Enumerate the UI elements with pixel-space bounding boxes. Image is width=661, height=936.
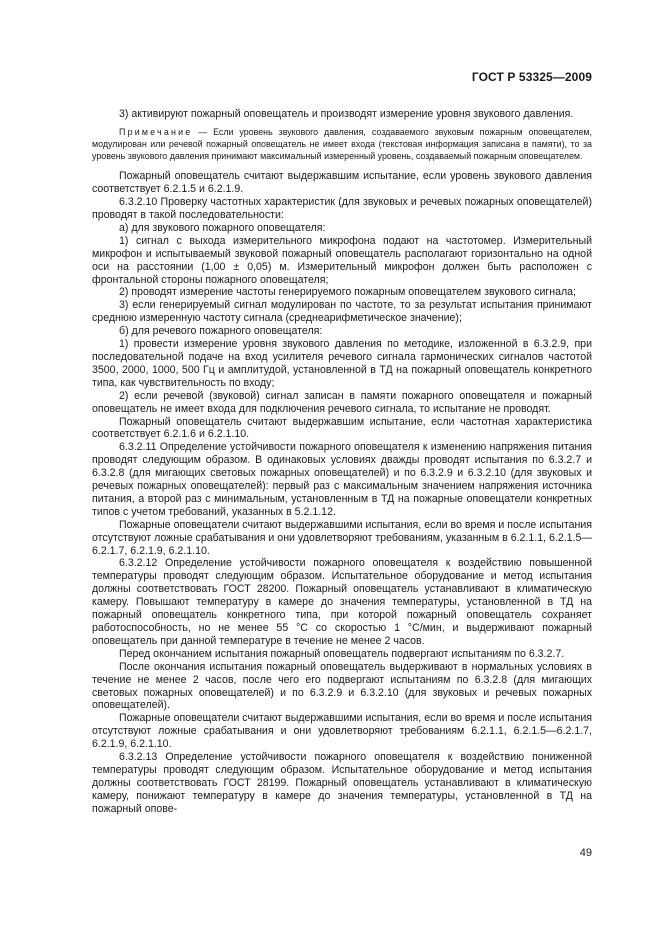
document-body (92, 108, 592, 816)
paragraph: 6.3.2.12 Определение устойчивости пожарного оповещателя к воздействию повышенной температуры проводят следующим образом. Испытательное оборудование и метод испытания должны соответствовать ГОСТ 28200. Пожарный оповещатель устанавливают в климатическую камеру. Повышают температуру в камере до значения температуры, установленной в ТД на пожарный оповещатель конкретного типа, при которой пожарный оповещатель сохраняет работоспособность, но не менее 55 °С со скоростью 1 °С/мин, и выдерживают пожарный оповещатель при данной температуре в течение не менее 2 часов. (92, 557, 592, 647)
paragraph: Перед окончанием испытания пожарный оповещатель подвергают испытаниям по 6.3.2.7. (119, 647, 565, 660)
note-paragraph (92, 127, 592, 162)
paragraph: б) для речевого пожарного оповещателя: (119, 325, 323, 338)
paragraph: Пожарный оповещатель считают выдержавшим испытание, если частотная характеристика соответствует 6.2.1.6 и 6.2.1.10. (92, 415, 592, 441)
paragraph: а) для звукового пожарного оповещателя: (119, 221, 326, 234)
paragraph: 3) активируют пожарный оповещатель и производят измерение уровня звукового давления. (119, 108, 574, 120)
page-number: 49 (579, 847, 592, 859)
paragraph: Пожарные оповещатели считают выдержавшими испытания, если во время и после испытания отсутствуют ложные срабатывания и они удовлетворяют требованиям 6.2.1.1, 6.2.1.5—6.2.1.7, 6.2.1.9, 6.2.1.10. (92, 712, 592, 751)
paragraph: 3) если генерируемый сигнал модулирован по частоте, то за результат испытания принимают среднюю измеренную частоту сигнала (среднеарифметическое значение); (92, 299, 592, 325)
paragraph: После окончания испытания пожарный оповещатель выдерживают в нормальных условиях в течение не менее 2 часов, после чего его подвергают испытаниям по 6.3.2.8 (для мигающих световых пожарных оповещателей) и по 6.3.2.9 и 6.3.2.10 (для звуковых и речевых пожарных оповещателей). (92, 660, 592, 712)
paragraph: 1) провести измерение уровня звукового давления по методике, изложенной в 6.3.2.9, при последовательной подаче на вход усилителя речевого сигнала гармонических сигналов частотой 3500, 2000, 1000, 500 Гц и амплитудой, установленной в ТД на пожарный оповещатель конкретного типа, как чувствительность по входу; (92, 338, 592, 389)
paragraph: 6.3.2.13 Определение устойчивости пожарного оповещателя к воздействию пониженной температуры проводят следующим образом. Испытательное оборудование и метод испытания должны соответствовать ГОСТ 28199. Пожарный оповещатель устанавливают в климатическую камеру, понижают температуру в камере до значения температуры, установленной в ТД на пожарный опове- (92, 751, 592, 815)
paragraph: 6.3.2.10 Проверку частотных характеристик (для звуковых и речевых пожарных оповещателей) проводят в такой последовательности: (92, 196, 592, 222)
paragraph: 2) если речевой (звуковой) сигнал записан в памяти пожарного оповещателя и пожарный оповещатель не имеет входа для подключения речевого сигнала, то испытание не проводят. (92, 389, 592, 415)
paragraph: 1) сигнал с выхода измерительного микрофона подают на частотомер. Измерительный микрофон и испытываемый звуковой пожарный оповещатель располагают горизонтально на одной оси на расстоянии (1,00 ± 0,05) м. Измерительный микрофон должен быть расположен с фронтальной стороны пожарного оповещателя; (92, 234, 592, 286)
paragraph: 2) проводят измерение частоты генерируемого пожарным оповещателем звукового сигнала; (119, 286, 577, 299)
document-code-header: ГОСТ Р 53325—2009 (471, 70, 592, 84)
note-label: Примечание (119, 126, 193, 137)
paragraph: Пожарные оповещатели считают выдержавшими испытания, если во время и после испытания отсутствуют ложные срабатывания и они удовлетворяют требованиям, указанным в 6.2.1.1, 6.2.1.5—6.2.1.7, 6.2.1.9, 6.2.1.10. (92, 518, 592, 557)
paragraph: 6.3.2.11 Определение устойчивости пожарного оповещателя к изменению напряжения питания проводят следующим образом. В одинаковых условиях дважды проводят испытания по 6.3.2.7 и 6.3.2.8 (для мигающих световых пожарных оповещателей) и по 6.3.2.9 и 6.3.2.10 (для звуковых и речевых пожарных оповещателей): первый раз с максимальным значением напряжения источника питания, а второй раз с минимальным, установленным в ТД на пожарные оповещатели конкретных типов с учетом требований, указанных в 5.2.1.12. (92, 441, 592, 518)
note-text: — Если уровень звукового давления, создаваемого звуковым пожарным оповещателем, модулирован или речевой пожарный оповещатель не имеет входа (текстовая информация записана в памяти), то за уровень звукового давления принимают максимальный измеренный уровень, создаваемый пожарным оповещателем. (92, 126, 592, 161)
paragraph: Пожарный оповещатель считают выдержавшим испытание, если уровень звукового давления соответствует 6.2.1.5 и 6.2.1.9. (92, 170, 592, 196)
